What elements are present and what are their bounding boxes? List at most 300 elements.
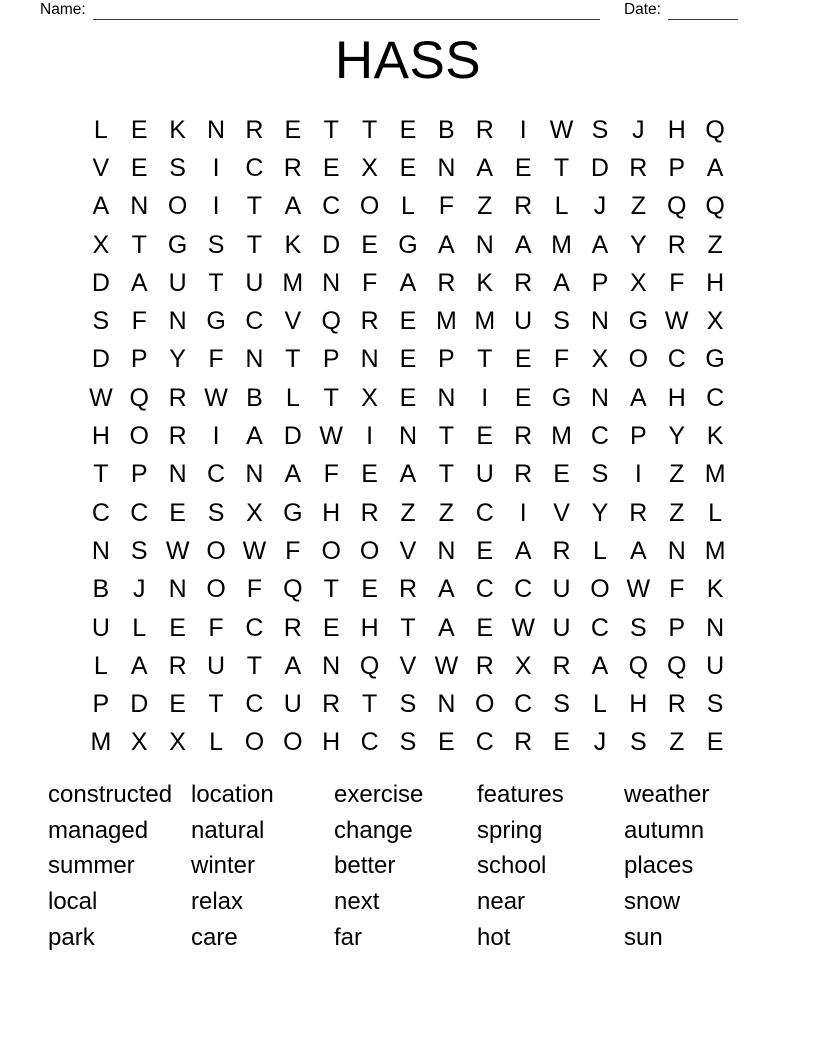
grid-letter: Z	[707, 230, 723, 259]
word-item: sun	[624, 923, 663, 951]
grid-letter: R	[667, 230, 686, 259]
grid-letter: I	[212, 422, 220, 451]
grid-letter: G	[551, 383, 572, 412]
grid-letter: N	[245, 460, 264, 489]
grid-letter: X	[246, 498, 263, 527]
grid-letter: B	[438, 115, 455, 144]
grid-letter: K	[169, 115, 186, 144]
grid-letter: N	[360, 345, 379, 374]
grid-letter: O	[206, 575, 226, 604]
word-item: managed	[48, 816, 149, 844]
grid-letter: W	[319, 422, 344, 451]
grid-letter: C	[706, 383, 725, 412]
grid-letter: A	[514, 536, 532, 565]
grid-letter: T	[285, 345, 301, 374]
word-item: school	[477, 852, 547, 880]
grid-letter: U	[91, 613, 110, 642]
grid-letter: J	[593, 728, 607, 757]
grid-letter: Q	[705, 192, 725, 221]
grid-letter: A	[706, 153, 724, 182]
grid-letter: Z	[438, 498, 455, 527]
grid-letter: O	[321, 536, 341, 565]
grid-letter: R	[168, 651, 187, 680]
word-item: summer	[48, 852, 135, 880]
grid-letter: T	[246, 651, 263, 680]
grid-letter: S	[591, 460, 609, 489]
grid-letter: O	[590, 575, 610, 604]
grid-letter: A	[284, 651, 302, 680]
grid-letter: E	[706, 728, 724, 757]
grid-letter: R	[360, 498, 379, 527]
grid-letter: K	[706, 422, 724, 451]
grid-letter: E	[438, 728, 455, 757]
grid-letter: R	[437, 268, 456, 297]
grid-letter: E	[169, 690, 186, 719]
word-list-column	[334, 777, 477, 956]
grid-letter: R	[667, 690, 686, 719]
grid-letter: E	[514, 153, 532, 182]
grid-letter: A	[476, 153, 494, 182]
grid-letter: G	[206, 307, 226, 336]
grid-letter: N	[437, 383, 456, 412]
grid-letter: U	[552, 613, 571, 642]
grid-letter: A	[92, 192, 110, 221]
grid-letter: Z	[477, 192, 493, 221]
grid-letter: C	[245, 690, 264, 719]
grid-letter: A	[629, 383, 647, 412]
grid-letter: A	[591, 230, 609, 259]
grid-letter: L	[93, 651, 108, 680]
grid-letter: X	[130, 728, 148, 757]
grid-letter: I	[481, 383, 489, 412]
grid-letter: R	[322, 690, 341, 719]
grid-letter: S	[130, 536, 148, 565]
grid-letter: X	[361, 153, 378, 182]
grid-letter: X	[514, 651, 532, 680]
grid-letter: A	[399, 460, 417, 489]
grid-letter: R	[514, 192, 533, 221]
grid-letter: R	[283, 153, 302, 182]
grid-letter: K	[284, 230, 302, 259]
grid-letter: C	[245, 153, 264, 182]
grid-letter: S	[399, 728, 417, 757]
grid-letter: A	[284, 460, 302, 489]
grid-letter: T	[93, 460, 109, 489]
grid-letter: T	[323, 115, 339, 144]
grid-letter: G	[167, 230, 188, 259]
grid-letter: E	[514, 383, 532, 412]
grid-letter: S	[92, 307, 110, 336]
grid-letter: I	[212, 192, 220, 221]
grid-letter: R	[514, 422, 533, 451]
grid-letter: N	[91, 536, 110, 565]
grid-letter: G	[398, 230, 418, 259]
grid-letter: O	[129, 422, 149, 451]
grid-letter: A	[246, 422, 263, 451]
grid-letter: C	[590, 613, 609, 642]
grid-letter: C	[514, 575, 533, 604]
grid-letter: R	[475, 115, 494, 144]
grid-letter: S	[591, 115, 609, 144]
grid-letter: G	[705, 345, 725, 374]
grid-letter: H	[667, 115, 686, 144]
word-item: features	[477, 781, 564, 808]
grid-letter: R	[398, 575, 418, 604]
grid-letter: E	[169, 613, 186, 642]
grid-letter: L	[93, 115, 108, 144]
grid-letter: L	[554, 192, 569, 221]
grid-letter: Q	[705, 115, 725, 144]
grid-letter: A	[438, 230, 455, 259]
letter-grid	[82, 111, 735, 762]
grid-letter: O	[283, 728, 303, 757]
grid-letter: E	[476, 536, 494, 565]
grid-letter: N	[475, 230, 494, 259]
grid-letter: S	[629, 613, 647, 642]
grid-letter: R	[245, 115, 264, 144]
grid-letter: V	[399, 536, 417, 565]
grid-letter: T	[246, 192, 263, 221]
grid-letter: Z	[669, 460, 685, 489]
grid-letter: O	[475, 690, 495, 719]
grid-letter: W	[511, 613, 535, 642]
grid-letter: M	[551, 422, 572, 451]
grid-letter: E	[399, 383, 417, 412]
grid-letter: C	[475, 575, 494, 604]
word-item: weather	[624, 781, 710, 808]
grid-letter: Q	[667, 192, 687, 221]
word-item: constructed	[48, 781, 173, 808]
grid-letter: C	[667, 345, 686, 374]
grid-letter: T	[131, 230, 147, 259]
name-label: Name:	[40, 1, 86, 18]
date-label: Date:	[623, 1, 661, 18]
grid-letter: K	[476, 268, 494, 297]
grid-letter: O	[359, 192, 380, 221]
word-item: local	[48, 888, 98, 916]
grid-letter: T	[208, 690, 224, 719]
grid-letter: R	[552, 536, 571, 565]
grid-letter: A	[553, 268, 570, 297]
grid-letter: N	[398, 422, 418, 451]
grid-letter: E	[514, 345, 532, 374]
word-item: autumn	[624, 816, 705, 844]
grid-letter: T	[208, 268, 224, 297]
grid-letter: L	[708, 498, 723, 527]
grid-letter: N	[245, 345, 264, 374]
grid-letter: I	[519, 115, 527, 144]
grid-letter: U	[514, 307, 533, 336]
grid-letter: E	[361, 460, 378, 489]
grid-letter: A	[399, 268, 417, 297]
grid-letter: I	[519, 498, 527, 527]
grid-letter: O	[244, 728, 265, 757]
grid-letter: H	[629, 690, 648, 719]
word-list-column	[624, 777, 766, 956]
grid-letter: Z	[669, 728, 685, 757]
grid-letter: N	[437, 690, 456, 719]
grid-letter: R	[514, 268, 533, 297]
grid-letter: E	[553, 728, 570, 757]
grid-letter: E	[169, 498, 186, 527]
grid-letter: L	[592, 690, 607, 719]
grid-letter: C	[322, 192, 341, 221]
grid-letter: U	[207, 651, 226, 680]
grid-letter: L	[132, 613, 147, 642]
grid-letter: W	[626, 575, 651, 604]
grid-letter: G	[283, 498, 303, 527]
grid-letter: N	[590, 307, 609, 336]
grid-letter: X	[591, 345, 609, 374]
grid-letter: N	[667, 536, 686, 565]
grid-letter: M	[551, 230, 572, 259]
grid-letter: F	[438, 192, 455, 221]
word-item: natural	[191, 816, 265, 844]
date-write-line	[668, 5, 738, 20]
grid-letter: J	[593, 192, 607, 221]
grid-letter: N	[168, 307, 187, 336]
grid-letter: M	[704, 460, 726, 489]
word-item: care	[191, 923, 238, 951]
grid-letter: R	[514, 460, 533, 489]
grid-letter: C	[207, 460, 226, 489]
grid-letter: F	[669, 575, 685, 604]
grid-letter: T	[400, 613, 416, 642]
grid-letter: C	[475, 728, 494, 757]
grid-letter: H	[706, 268, 725, 297]
grid-letter: S	[207, 230, 225, 259]
grid-letter: F	[208, 345, 224, 374]
grid-letter: L	[592, 536, 607, 565]
grid-letter: N	[130, 192, 149, 221]
grid-letter: R	[168, 422, 187, 451]
grid-letter: Q	[129, 383, 149, 412]
grid-letter: N	[706, 613, 725, 642]
grid-letter: O	[206, 536, 226, 565]
grid-letter: D	[283, 422, 302, 451]
word-item: winter	[191, 852, 256, 880]
grid-letter: D	[590, 153, 609, 182]
grid-letter: L	[285, 383, 300, 412]
grid-letter: P	[438, 345, 455, 374]
grid-letter: C	[245, 613, 264, 642]
grid-letter: U	[475, 460, 494, 489]
grid-letter: S	[706, 690, 724, 719]
grid-letter: P	[668, 613, 686, 642]
grid-letter: F	[131, 307, 147, 336]
grid-letter: T	[553, 153, 570, 182]
grid-letter: P	[668, 153, 686, 182]
grid-letter: V	[92, 153, 110, 182]
grid-letter: W	[89, 383, 113, 412]
grid-letter: R	[629, 153, 648, 182]
grid-letter: I	[634, 460, 642, 489]
grid-letter: P	[322, 345, 340, 374]
grid-letter: U	[245, 268, 264, 297]
grid-letter: I	[366, 422, 374, 451]
grid-letter: R	[360, 307, 379, 336]
grid-letter: Y	[169, 345, 186, 374]
grid-letter: E	[284, 115, 302, 144]
grid-letter: C	[360, 728, 379, 757]
word-item: far	[334, 923, 363, 951]
grid-letter: Y	[591, 498, 609, 527]
grid-letter: M	[282, 268, 304, 297]
grid-letter: C	[514, 690, 533, 719]
grid-letter: W	[204, 383, 228, 412]
grid-letter: F	[553, 345, 570, 374]
grid-letter: L	[401, 192, 415, 221]
grid-letter: C	[130, 498, 149, 527]
grid-letter: X	[706, 307, 724, 336]
grid-letter: U	[552, 575, 571, 604]
grid-letter: M	[435, 307, 457, 336]
grid-letter: E	[130, 153, 148, 182]
grid-letter: E	[476, 422, 494, 451]
grid-letter: Q	[321, 307, 341, 336]
word-item: next	[334, 888, 380, 916]
grid-letter: R	[168, 383, 187, 412]
grid-letter: Z	[669, 498, 685, 527]
grid-letter: N	[322, 268, 341, 297]
grid-letter: C	[91, 498, 110, 527]
grid-letter: Y	[629, 230, 647, 259]
grid-letter: E	[322, 153, 340, 182]
grid-letter: F	[208, 613, 224, 642]
grid-letter: A	[130, 268, 148, 297]
grid-letter: M	[704, 536, 726, 565]
grid-letter: E	[553, 460, 570, 489]
grid-letter: Y	[668, 422, 686, 451]
grid-letter: F	[285, 536, 301, 565]
grid-letter: C	[475, 498, 494, 527]
word-list-column	[48, 777, 191, 956]
word-item: better	[334, 852, 396, 880]
grid-letter: K	[706, 575, 724, 604]
grid-letter: E	[399, 153, 417, 182]
grid-letter: J	[632, 115, 645, 144]
word-item: places	[624, 852, 694, 880]
word-item: relax	[191, 888, 244, 916]
word-item: snow	[624, 888, 681, 916]
grid-letter: R	[514, 728, 533, 757]
grid-letter: Q	[667, 651, 687, 680]
grid-letter: P	[130, 460, 148, 489]
word-item: park	[48, 923, 95, 951]
grid-letter: T	[438, 422, 455, 451]
grid-letter: J	[133, 575, 146, 604]
grid-letter: U	[168, 268, 187, 297]
grid-letter: X	[629, 268, 647, 297]
grid-letter: E	[130, 115, 148, 144]
grid-letter: S	[629, 728, 647, 757]
grid-letter: T	[438, 460, 455, 489]
grid-letter: S	[207, 498, 225, 527]
grid-letter: P	[92, 690, 110, 719]
grid-letter: B	[92, 575, 110, 604]
grid-letter: T	[323, 575, 339, 604]
worksheet-header	[40, 1, 738, 20]
grid-letter: T	[246, 230, 263, 259]
grid-letter: Z	[630, 192, 646, 221]
grid-letter: A	[130, 651, 148, 680]
grid-letter: U	[283, 690, 302, 719]
grid-letter: Q	[283, 575, 303, 604]
grid-letter: N	[437, 153, 456, 182]
grid-letter: W	[242, 536, 267, 565]
grid-letter: W	[549, 115, 574, 144]
grid-letter: S	[169, 153, 186, 182]
grid-letter: E	[476, 613, 494, 642]
grid-letter: E	[399, 345, 417, 374]
grid-letter: H	[91, 422, 110, 451]
grid-letter: Z	[400, 498, 416, 527]
grid-letter: G	[628, 307, 649, 336]
grid-letter: H	[667, 383, 686, 412]
grid-letter: D	[91, 345, 110, 374]
grid-letter: C	[590, 422, 609, 451]
grid-letter: A	[514, 230, 532, 259]
grid-letter: E	[399, 115, 417, 144]
grid-letter: W	[165, 536, 190, 565]
grid-letter: N	[168, 460, 187, 489]
puzzle-title: HASS	[334, 31, 482, 90]
grid-letter: T	[477, 345, 493, 374]
grid-letter: D	[91, 268, 110, 297]
name-write-line	[93, 5, 600, 20]
grid-letter: C	[245, 307, 264, 336]
grid-letter: O	[359, 536, 380, 565]
word-list	[48, 777, 766, 956]
word-list-column	[477, 777, 624, 956]
word-item: hot	[477, 923, 511, 951]
grid-letter: N	[207, 115, 226, 144]
word-item: change	[334, 816, 413, 844]
grid-letter: R	[475, 651, 494, 680]
grid-letter: S	[553, 690, 570, 719]
word-item: exercise	[334, 781, 424, 808]
grid-letter: A	[629, 536, 647, 565]
grid-letter: V	[284, 307, 302, 336]
grid-letter: H	[322, 728, 341, 757]
grid-letter: O	[167, 192, 188, 221]
grid-letter: P	[130, 345, 148, 374]
word-list-column	[191, 777, 334, 956]
grid-letter: F	[246, 575, 263, 604]
grid-letter: F	[323, 460, 339, 489]
grid-letter: O	[628, 345, 649, 374]
grid-letter: E	[361, 575, 378, 604]
grid-letter: W	[434, 651, 459, 680]
grid-letter: Q	[628, 651, 649, 680]
grid-letter: E	[322, 613, 340, 642]
grid-letter: N	[322, 651, 341, 680]
grid-letter: P	[629, 422, 647, 451]
grid-letter: N	[168, 575, 187, 604]
grid-letter: P	[591, 268, 609, 297]
grid-letter: A	[438, 575, 455, 604]
grid-letter: Q	[359, 651, 380, 680]
grid-letter: D	[130, 690, 149, 719]
grid-letter: E	[399, 307, 417, 336]
grid-letter: U	[706, 651, 725, 680]
grid-letter: W	[664, 307, 689, 336]
word-item: location	[191, 781, 274, 808]
grid-letter: F	[361, 268, 378, 297]
grid-letter: M	[474, 307, 496, 336]
grid-letter: T	[361, 115, 378, 144]
grid-letter: L	[209, 728, 223, 757]
